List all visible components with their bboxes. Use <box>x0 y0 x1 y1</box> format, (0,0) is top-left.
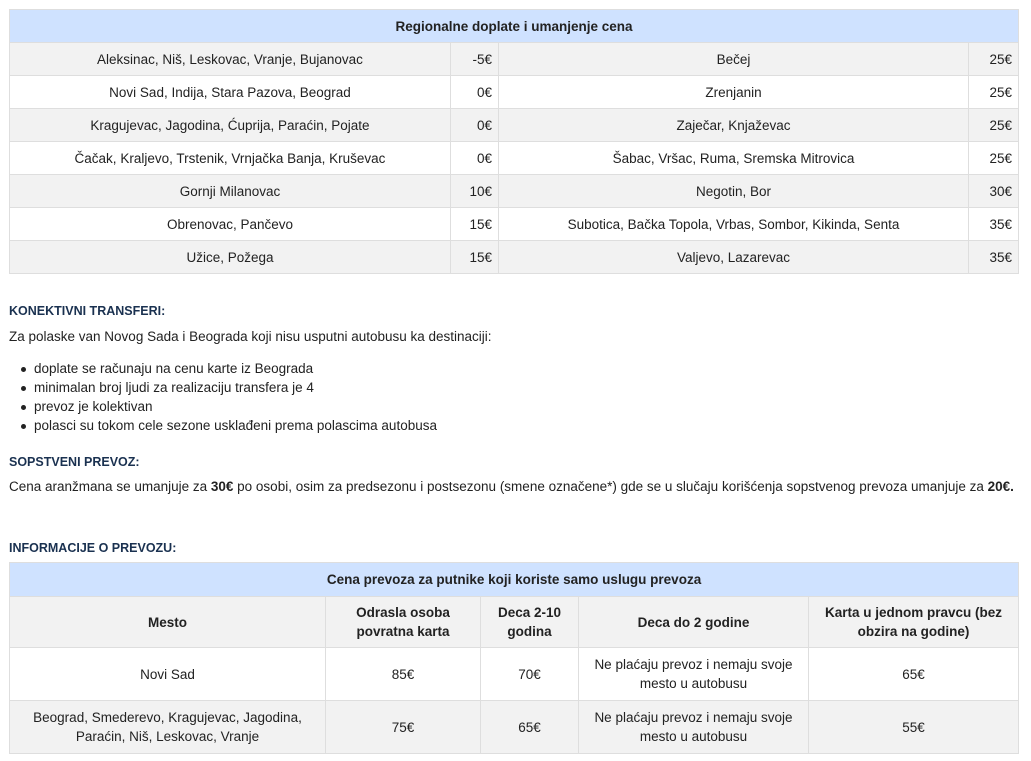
sopstveni-reduced-amount: 20€. <box>987 479 1014 494</box>
right-price-cell: 35€ <box>969 208 1019 241</box>
right-city-cell: Zaječar, Knjaževac <box>499 109 969 142</box>
right-price-cell: 25€ <box>969 76 1019 109</box>
right-city-cell: Subotica, Bačka Topola, Vrbas, Sombor, Kikinda, Senta <box>499 208 969 241</box>
one-way-price-cell: 55€ <box>809 701 1019 754</box>
informacije-heading: INFORMACIJE O PREVOZU: <box>9 541 177 555</box>
list-item: polasci su tokom cele sezone usklađeni prema polascima autobusa <box>9 416 437 435</box>
right-city-cell: Valjevo, Lazarevac <box>499 241 969 274</box>
left-city-cell: Obrenovac, Pančevo <box>10 208 451 241</box>
transport-table-caption: Cena prevoza za putnike koji koriste samo uslugu prevoza <box>10 563 1019 597</box>
left-city-cell: Novi Sad, Indija, Stara Pazova, Beograd <box>10 76 451 109</box>
left-city-cell: Užice, Požega <box>10 241 451 274</box>
table-row <box>10 109 1019 142</box>
table-row <box>10 208 1019 241</box>
column-header-mesto: Mesto <box>10 597 326 648</box>
left-price-cell: 0€ <box>451 142 499 175</box>
column-header-one-way: Karta u jednom pravcu (bez obzira na godine) <box>809 597 1019 648</box>
infant-note-cell: Ne plaćaju prevoz i nemaju svoje mesto u autobusu <box>579 648 809 701</box>
column-header-children-under-2: Deca do 2 godine <box>579 597 809 648</box>
sopstveni-text-before: Cena aranžmana se umanjuje za <box>9 479 211 494</box>
right-city-cell: Negotin, Bor <box>499 175 969 208</box>
left-price-cell: 15€ <box>451 208 499 241</box>
sopstveni-paragraph <box>9 477 1014 496</box>
left-price-cell: 10€ <box>451 175 499 208</box>
place-cell: Novi Sad <box>10 648 326 701</box>
place-cell: Beograd, Smederevo, Kragujevac, Jagodina, Paraćin, Niš, Leskovac, Vranje <box>10 701 326 754</box>
list-item: prevoz je kolektivan <box>9 397 437 416</box>
child-price-cell: 65€ <box>481 701 579 754</box>
konektivni-intro: Za polaske van Novog Sada i Beograda koji nisu usputni autobusu ka destinaciji: <box>9 329 492 344</box>
table-row <box>10 241 1019 274</box>
list-item: minimalan broj ljudi za realizaciju transfera je 4 <box>9 378 437 397</box>
infant-note-cell: Ne plaćaju prevoz i nemaju svoje mesto u autobusu <box>579 701 809 754</box>
sopstveni-heading: SOPSTVENI PREVOZ: <box>9 455 140 469</box>
list-item: doplate se računaju na cenu karte iz Beograda <box>9 359 437 378</box>
konektivni-bullet-list <box>9 359 437 435</box>
column-header-children-2-10: Deca 2-10 godina <box>481 597 579 648</box>
right-city-cell: Bečej <box>499 43 969 76</box>
right-price-cell: 30€ <box>969 175 1019 208</box>
table-row <box>10 43 1019 76</box>
regional-table-title: Regionalne doplate i umanjenje cena <box>10 10 1019 43</box>
konektivni-heading: KONEKTIVNI TRANSFERI: <box>9 304 166 318</box>
sopstveni-text-middle: po osobi, osim za predsezonu i postsezonu (smene označene*) gde se u slučaju korišćenja sopstvenog prevoza umanjuje za <box>233 479 988 494</box>
table-row <box>10 76 1019 109</box>
left-price-cell: 0€ <box>451 76 499 109</box>
right-price-cell: 35€ <box>969 241 1019 274</box>
right-price-cell: 25€ <box>969 109 1019 142</box>
table-row <box>10 648 1019 701</box>
left-city-cell: Aleksinac, Niš, Leskovac, Vranje, Bujanovac <box>10 43 451 76</box>
right-price-cell: 25€ <box>969 43 1019 76</box>
transport-price-table <box>9 562 1019 754</box>
one-way-price-cell: 65€ <box>809 648 1019 701</box>
sopstveni-discount-amount: 30€ <box>210 479 234 494</box>
table-row <box>10 142 1019 175</box>
child-price-cell: 70€ <box>481 648 579 701</box>
adult-price-cell: 85€ <box>326 648 481 701</box>
column-header-adult-return: Odrasla osoba povratna karta <box>326 597 481 648</box>
left-price-cell: 0€ <box>451 109 499 142</box>
table-row <box>10 175 1019 208</box>
left-city-cell: Gornji Milanovac <box>10 175 451 208</box>
adult-price-cell: 75€ <box>326 701 481 754</box>
transport-table-caption-row <box>10 563 1019 597</box>
left-city-cell: Čačak, Kraljevo, Trstenik, Vrnjačka Banja, Kruševac <box>10 142 451 175</box>
left-price-cell: -5€ <box>451 43 499 76</box>
left-price-cell: 15€ <box>451 241 499 274</box>
regional-table-header-row <box>10 10 1019 43</box>
left-city-cell: Kragujevac, Jagodina, Ćuprija, Paraćin, Pojate <box>10 109 451 142</box>
regional-surcharge-table <box>9 9 1019 274</box>
transport-table-header-row <box>10 597 1019 648</box>
right-city-cell: Zrenjanin <box>499 76 969 109</box>
right-price-cell: 25€ <box>969 142 1019 175</box>
table-row <box>10 701 1019 754</box>
right-city-cell: Šabac, Vršac, Ruma, Sremska Mitrovica <box>499 142 969 175</box>
